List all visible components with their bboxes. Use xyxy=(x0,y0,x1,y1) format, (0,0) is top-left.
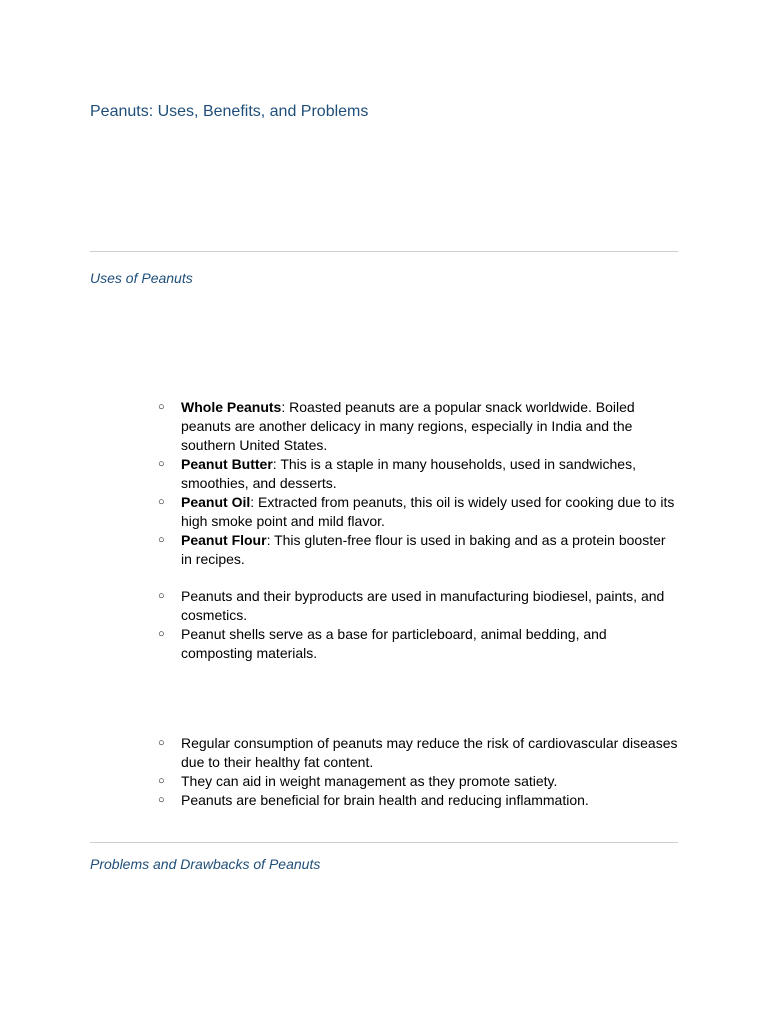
bullet-icon: ○ xyxy=(158,737,165,749)
culinary-uses-list xyxy=(158,398,678,569)
bullet-icon: ○ xyxy=(158,775,165,787)
bullet-icon: ○ xyxy=(158,458,165,470)
bullet-icon: ○ xyxy=(158,534,165,546)
list-item xyxy=(158,531,678,569)
section-divider xyxy=(90,251,678,252)
list-item-text: Peanut shells serve as a base for particleboard, animal bedding, and composting materials. xyxy=(181,626,607,661)
list-item-text: Regular consumption of peanuts may reduce the risk of cardiovascular diseases due to their healthy fat content. xyxy=(181,735,678,770)
section-heading-uses: Uses of Peanuts xyxy=(90,270,193,286)
list-item-text: They can aid in weight management as they promote satiety. xyxy=(181,773,558,789)
bullet-icon: ○ xyxy=(158,794,165,806)
list-item-text: : Roasted peanuts are a popular snack worldwide. Boiled peanuts are another delicacy in many regions, especially in India and the southern United States. xyxy=(181,399,635,453)
list-item-term: Peanut Butter xyxy=(181,456,273,472)
list-item xyxy=(158,398,678,455)
page-title: Peanuts: Uses, Benefits, and Problems xyxy=(90,103,369,120)
list-item-text: : Extracted from peanuts, this oil is widely used for cooking due to its high smoke point and mild flavor. xyxy=(181,494,675,529)
health-uses-list xyxy=(158,734,678,810)
list-item-text: Peanuts are beneficial for brain health and reducing inflammation. xyxy=(181,792,589,808)
section-heading-problems: Problems and Drawbacks of Peanuts xyxy=(90,856,321,872)
bullet-icon: ○ xyxy=(158,496,165,508)
industrial-uses-list xyxy=(158,587,678,663)
bullet-icon: ○ xyxy=(158,401,165,413)
list-item xyxy=(158,455,678,493)
list-item xyxy=(158,625,678,663)
list-item xyxy=(158,587,678,625)
bullet-icon: ○ xyxy=(158,628,165,640)
bullet-icon: ○ xyxy=(158,590,165,602)
list-item-term: Peanut Flour xyxy=(181,532,267,548)
list-item xyxy=(158,734,678,772)
list-item xyxy=(158,493,678,531)
list-item-text: : This is a staple in many households, used in sandwiches, smoothies, and desserts. xyxy=(181,456,636,491)
section-divider xyxy=(90,842,678,843)
list-item xyxy=(158,772,678,791)
list-item-text: : This gluten-free flour is used in baking and as a protein booster in recipes. xyxy=(181,532,666,567)
list-item-term: Whole Peanuts xyxy=(181,399,282,415)
list-item xyxy=(158,791,678,810)
list-item-term: Peanut Oil xyxy=(181,494,251,510)
list-item-text: Peanuts and their byproducts are used in manufacturing biodiesel, paints, and cosmetics. xyxy=(181,588,665,623)
